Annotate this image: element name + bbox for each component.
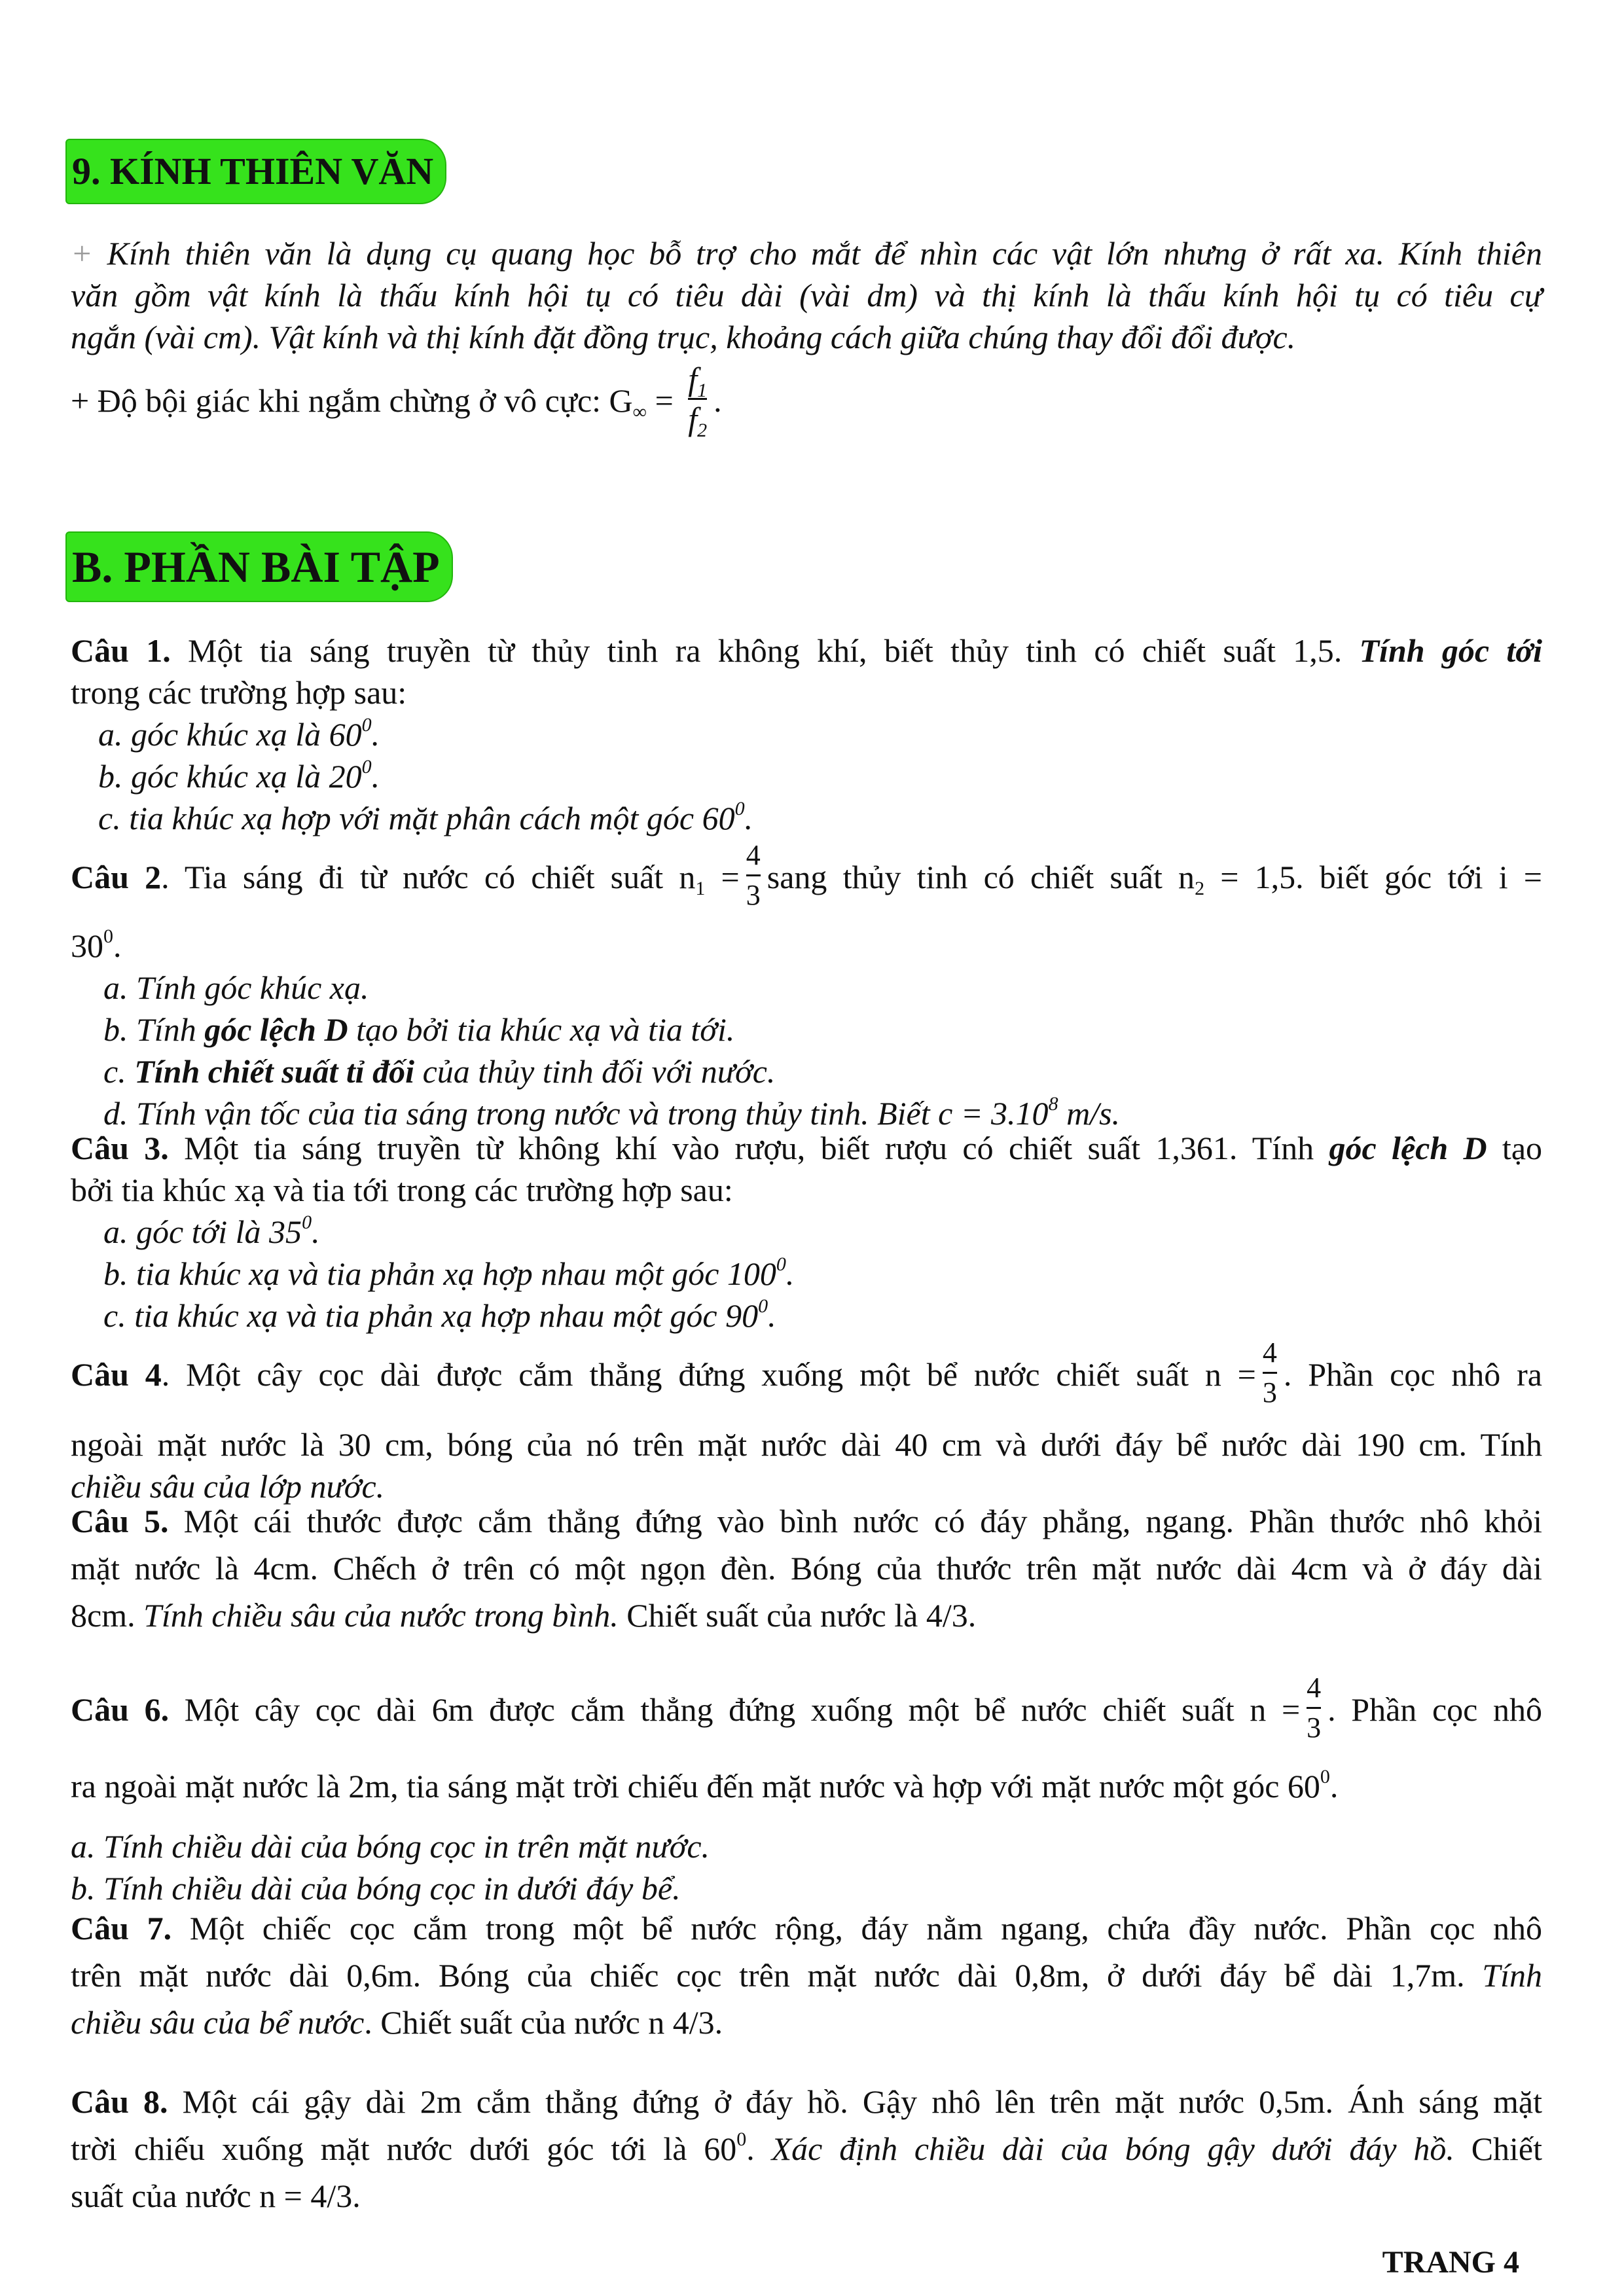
- question-2: Câu 2. Tia sáng đi từ nước có chiết suất $n_1$ = $\frac{4}{3}$ sang thủy tinh có chiết suất $n_2 = 1,5$. biết góc tới i = $30^0$. a. Tính góc khúc xạ. b. Tính góc lệch D tạo bởi tia khúc xạ và tia tới. c. Tính chiết suất tỉ đối của thủy tinh đối với nước. d. Tính vận tốc của tia sáng trong nước và trong thủy tinh. Biết $c = 3.10^8$ m/s.: [71, 839, 1542, 1132]
- question-2-label: Câu 2: [71, 858, 162, 895]
- question-3-label: Câu 3.: [71, 1130, 169, 1166]
- question-7-label: Câu 7.: [71, 1910, 172, 1946]
- question-4-label: Câu 4: [71, 1355, 162, 1393]
- fraction-4-3: $\frac{4}{3}$: [1262, 1336, 1277, 1408]
- question-6-label: Câu 6.: [71, 1691, 170, 1728]
- question-7: Câu 7. Một chiếc cọc cắm trong một bể nước rộng, đáy nằm ngang, chứa đầy nước. Phần cọc nhô trên mặt nước dài 0,6m. Bóng của chiếc cọc trên mặt nước dài 0,8m, ở dưới đáy bể dài 1,7m. Tính chiều sâu của bể nước. Chiết suất của nước n 4/3.: [71, 1910, 1542, 2041]
- page-number: TRANG 4: [1382, 2245, 1519, 2280]
- question-8-label: Câu 8.: [71, 2083, 168, 2120]
- section-9-heading-text: 9. KÍNH THIÊN VĂN: [65, 139, 446, 204]
- question-3: Câu 3. Một tia sáng truyền từ không khí vào rượu, biết rượu có chiết suất 1,361. Tính góc lệch D tạo bởi tia khúc xạ và tia tới trong các trường hợp sau: a. góc tới là $35^0$. b. tia khúc xạ và tia phản xạ hợp nhau một góc $100^0$. c. tia khúc xạ và tia phản xạ hợp nhau một góc $90^0$.: [71, 1130, 1543, 1334]
- section-9-heading: [65, 139, 446, 204]
- focal-length-fraction: $\frac{f_1}{f_2}$: [688, 361, 708, 441]
- section-b-heading: [65, 531, 453, 602]
- question-1-label: Câu 1.: [71, 632, 171, 669]
- fraction-4-3: $\frac{4}{3}$: [1307, 1672, 1322, 1744]
- section-9-line-3: ngắn (vài cm). Vật kính và thị kính đặt đồng trục, khoảng cách giữa chúng thay đổi đổi được.: [71, 319, 1296, 355]
- magnification-formula-line: + Độ bội giác khi ngắm chừng ở vô cực: $G_\infty$ = $\frac{f_1}{f_2}$ .: [71, 361, 722, 441]
- section-b-heading-text: B. PHẦN BÀI TẬP: [65, 531, 453, 602]
- question-6: Câu 6. Một cây cọc dài 6m được cắm thẳng đứng xuống một bể nước chiết suất n = $\frac{4}{3}$ . Phần cọc nhô ra ngoài mặt nước là 2m, tia sáng mặt trời chiếu đến mặt nước và hợp với mặt nước một góc $60^0$. a. Tính chiều dài của bóng cọc in trên mặt nước. b. Tính chiều dài của bóng cọc in dưới đáy bể.: [71, 1672, 1542, 1907]
- section-9-paragraph: [71, 232, 1542, 358]
- question-5: Câu 5. Một cái thước được cắm thẳng đứng vào bình nước có đáy phẳng, ngang. Phần thước nhô khỏi mặt nước là 4cm. Chếch ở trên có một ngọn đèn. Bóng của thước trên mặt nước dài 4cm và ở đáy dài 8cm. Tính chiều sâu của nước trong bình. Chiết suất của nước là 4/3.: [71, 1503, 1542, 1634]
- question-4: Câu 4. Một cây cọc dài được cắm thẳng đứng xuống một bể nước chiết suất n = $\frac{4}{3}$ . Phần cọc nhô ra ngoài mặt nước là 30 cm, bóng của nó trên mặt nước dài 40 cm và dưới đáy bể nước dài 190 cm. Tính chiều sâu của lớp nước.: [71, 1336, 1542, 1505]
- question-8: Câu 8. Một cái gậy dài 2m cắm thẳng đứng ở đáy hồ. Gậy nhô lên trên mặt nước 0,5m. Ánh sáng mặt trời chiếu xuống mặt nước dưới góc tới là $60^0$. Xác định chiều dài của bóng gậy dưới đáy hồ. Chiết suất của nước n = 4/3.: [71, 2083, 1543, 2214]
- question-5-label: Câu 5.: [71, 1503, 169, 1539]
- section-9-line-2: văn gồm vật kính là thấu kính hội tụ có tiêu dài (vài dm) và thị kính là thấu kính hội tụ có tiêu cự: [71, 277, 1542, 314]
- fraction-4-3: $\frac{4}{3}$: [746, 839, 761, 911]
- section-9-line-1: + Kính thiên văn là dụng cụ quang học bỗ trợ cho mắt để nhìn các vật lớn nhưng ở rất xa. Kính thiên: [71, 235, 1542, 272]
- question-1: Câu 1. Một tia sáng truyền từ thủy tinh ra không khí, biết thủy tinh có chiết suất 1,5. Tính góc tới trong các trường hợp sau: a. góc khúc xạ là $60^0$. b. góc khúc xạ là $20^0$. c. tia khúc xạ hợp với mặt phân cách một góc $60^0$.: [71, 632, 1542, 836]
